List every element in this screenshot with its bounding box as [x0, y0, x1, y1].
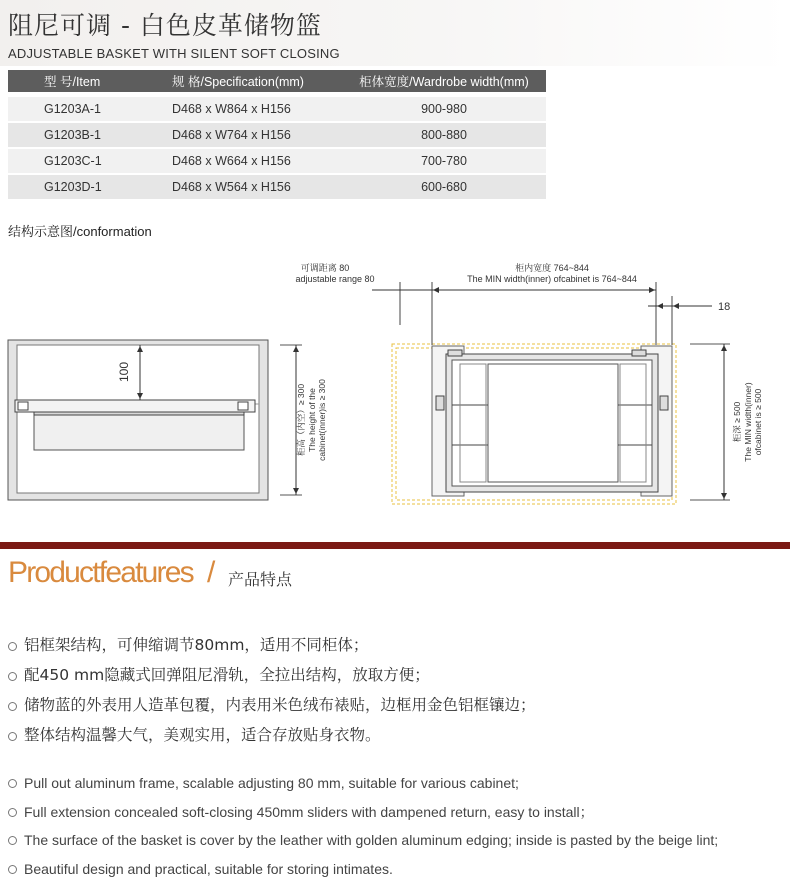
table-row [8, 148, 546, 174]
cell-spec: D468 x W764 x H156 [162, 122, 342, 148]
page-title: 阻尼可调 - 白色皮革储物篮 [8, 6, 322, 42]
cell-spec: D468 x W564 x H156 [162, 174, 342, 200]
features-title-slash: / [207, 556, 215, 590]
cell-item: G1203B-1 [8, 122, 162, 148]
cell-width: 900-980 [342, 97, 546, 122]
bullet-circle-icon [8, 779, 17, 788]
depth-en-label-2: ofcabinet is ≥ 500 [753, 388, 763, 455]
bullet-circle-icon [8, 732, 17, 741]
table-row [8, 174, 546, 200]
conformation-diagram [0, 250, 790, 520]
bullet-circle-icon [8, 808, 17, 817]
col-header-width: 柜体宽度/Wardrobe width(mm) [342, 70, 546, 92]
cell-width: 700-780 [342, 148, 546, 174]
top-view [372, 282, 730, 504]
table-row [8, 97, 546, 122]
bullet-circle-icon [8, 642, 17, 651]
col-header-item: 型 号/Item [8, 70, 162, 92]
bullet-circle-icon [8, 836, 17, 845]
side-view [8, 340, 302, 500]
spec-table [8, 70, 546, 201]
cell-width: 600-680 [342, 174, 546, 200]
features-list-en [8, 774, 718, 888]
depth-cn-label: 柜深 ≥ 500 [732, 401, 742, 442]
list-item: The surface of the basket is cover by the leather with golden aluminum edging; inside is pasted by the beige lint; [8, 831, 718, 860]
cell-item: G1203D-1 [8, 174, 162, 200]
list-item: 整体结构温馨大气，美观实用，适合存放贴身衣物。 [8, 725, 536, 755]
table-row [8, 122, 546, 148]
features-title: Productfeatures [8, 556, 193, 590]
list-item: 铝框架结构，可伸缩调节80mm，适用不同柜体； [8, 635, 536, 665]
min-width-en-label: The MIN width(inner) ofcabinet is 764~844 [467, 274, 637, 284]
bullet-circle-icon [8, 702, 17, 711]
list-item: 储物蓝的外表用人造革包覆，内表用米色绒布裱贴，边框用金色铝框镶边； [8, 695, 536, 725]
height-cn-label: 柜高（内空）≥ 300 [296, 384, 306, 456]
list-item: 配450 mm隐藏式回弹阻尼滑轨，全拉出结构，放取方便； [8, 665, 536, 695]
features-title-cn: 产品特点 [228, 567, 292, 590]
features-list-cn [8, 635, 536, 755]
list-item: Beautiful design and practical, suitable for storing intimates. [8, 860, 718, 888]
cell-item: G1203C-1 [8, 148, 162, 174]
cell-item: G1203A-1 [8, 97, 162, 122]
height-en-label-1: The height of the [307, 388, 317, 452]
bullet-circle-icon [8, 865, 17, 874]
min-width-cn-label: 柜内宽度 764~844 [515, 262, 589, 273]
cell-width: 800-880 [342, 122, 546, 148]
adjustable-cn-label: 可调距离 80 [301, 262, 350, 273]
height-en-label-2: cabinet(inner)is ≥ 300 [317, 379, 327, 461]
cell-spec: D468 x W664 x H156 [162, 148, 342, 174]
adjustable-en-label: adjustable range 80 [295, 274, 374, 284]
section-divider [0, 542, 790, 549]
list-item: Pull out aluminum frame, scalable adjusting 80 mm, suitable for various cabinet; [8, 774, 718, 803]
dim-18-label: 18 [718, 301, 730, 313]
list-item: Full extension concealed soft-closing 450mm sliders with dampened return, easy to install； [8, 803, 718, 832]
col-header-spec: 规 格/Specification(mm) [162, 70, 342, 92]
header-banner [0, 0, 790, 66]
table-header-row [8, 70, 546, 92]
cell-spec: D468 x W864 x H156 [162, 97, 342, 122]
dim-100-label: 100 [117, 362, 131, 382]
page-subtitle: ADJUSTABLE BASKET WITH SILENT SOFT CLOSING [8, 46, 340, 61]
bullet-circle-icon [8, 672, 17, 681]
depth-en-label-1: The MIN width(inner) [743, 382, 753, 462]
conformation-label: 结构示意图/conformation [8, 221, 152, 240]
